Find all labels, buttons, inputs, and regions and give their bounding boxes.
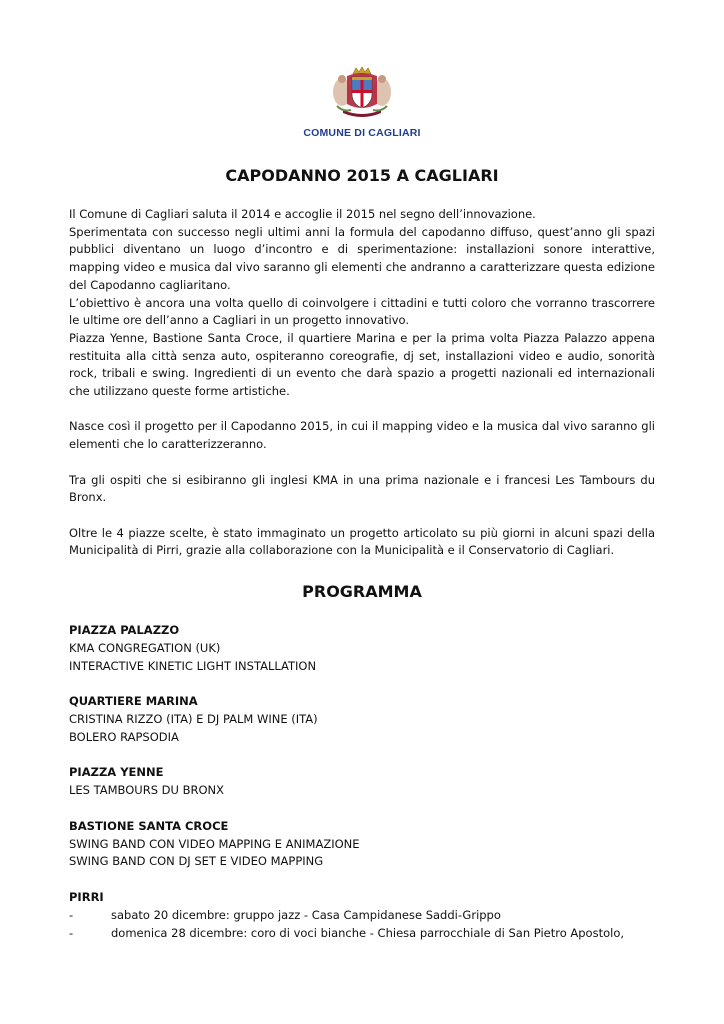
list-item-text: sabato 20 dicembre: gruppo jazz - Casa Campidanese Saddi-Grippo (111, 907, 501, 922)
venue-piazza-palazzo (69, 622, 669, 675)
venue-name: QUARTIERE MARINA (69, 694, 198, 709)
venue-name: PIAZZA PALAZZO (69, 623, 180, 637)
venue-pirri (69, 889, 669, 942)
venue-name: PIRRI (69, 889, 104, 904)
program-list (69, 622, 669, 942)
venue-line: SWING BAND CON DJ SET E VIDEO MAPPING (69, 854, 324, 869)
list-item-text: domenica 28 dicembre: coro di voci bianche - Chiesa parrocchiale di San Pietro Apostolo, (111, 925, 625, 940)
venue-line: BOLERO RAPSODIA (69, 729, 179, 744)
cagliari-coat-of-arms-icon (331, 66, 393, 118)
intro-text (69, 206, 655, 560)
bullet-dash: - (69, 907, 74, 922)
paragraph: Sperimentata con successo negli ultimi anni la formula del capodanno diffuso, quest’anno gli spazi pubblici diventano un luogo d’incontro e di sperimentazione: installazioni sonore interattive, mapping video e musica dal vivo saranno gli elementi che andranno a caratterizzare questa edizione del Capodanno cagliaritano. (69, 224, 655, 292)
paragraph: Nasce così il progetto per il Capodanno 2015, in cui il mapping video e la musica dal vivo saranno gli elementi che lo caratterizzeranno. (69, 419, 655, 452)
bullet-dash: - (69, 925, 74, 940)
paragraph: Tra gli ospiti che si esibiranno gli inglesi KMA in una prima nazionale e i francesi Les Tambours du Bronx. (69, 472, 655, 505)
venue-bastione-santa-croce (69, 818, 669, 871)
venue-name: PIAZZA YENNE (69, 765, 164, 780)
paragraph: Oltre le 4 piazze scelte, è stato immaginato un progetto articolato su più giorni in alcuni spazi della Municipalità di Pirri, grazie alla collaborazione con la Municipalità e il Conservatorio di Cagliari. (69, 525, 655, 558)
venue-line: KMA CONGREGATION (UK) (69, 640, 221, 655)
venue-quartiere-marina (69, 693, 669, 746)
program-title: PROGRAMMA (302, 582, 422, 601)
list-item (69, 925, 669, 943)
paragraph: Piazza Yenne, Bastione Santa Croce, il quartiere Marina e per la prima volta Piazza Palazzo appena restituita alla città senza auto, ospiteranno coreografie, dj set, installazioni video e audio, sonorità rock, tribali e swing. Ingredienti di un evento che darà spazio a progetti nazionali ed internazionali che utilizzano queste forme artistiche. (69, 330, 655, 399)
venue-line: INTERACTIVE KINETIC LIGHT INSTALLATION (69, 658, 317, 673)
municipality-name: COMUNE DI CAGLIARI (303, 127, 421, 139)
list-item (69, 907, 669, 925)
venue-piazza-yenne (69, 764, 669, 800)
venue-line: CRISTINA RIZZO (ITA) E DJ PALM WINE (ITA) (69, 711, 318, 726)
page-title: CAPODANNO 2015 A CAGLIARI (225, 166, 499, 185)
paragraph: Il Comune di Cagliari saluta il 2014 e accoglie il 2015 nel segno dell’innovazione. (69, 207, 536, 221)
venue-line: LES TAMBOURS DU BRONX (69, 783, 224, 798)
venue-line: SWING BAND CON VIDEO MAPPING E ANIMAZIONE (69, 836, 360, 851)
venue-name: BASTIONE SANTA CROCE (69, 818, 229, 833)
paragraph: L’obiettivo è ancora una volta quello di coinvolgere i cittadini e tutti coloro che vorranno trascorrere le ultime ore dell’anno a Cagliari in un progetto innovativo. (69, 295, 655, 328)
